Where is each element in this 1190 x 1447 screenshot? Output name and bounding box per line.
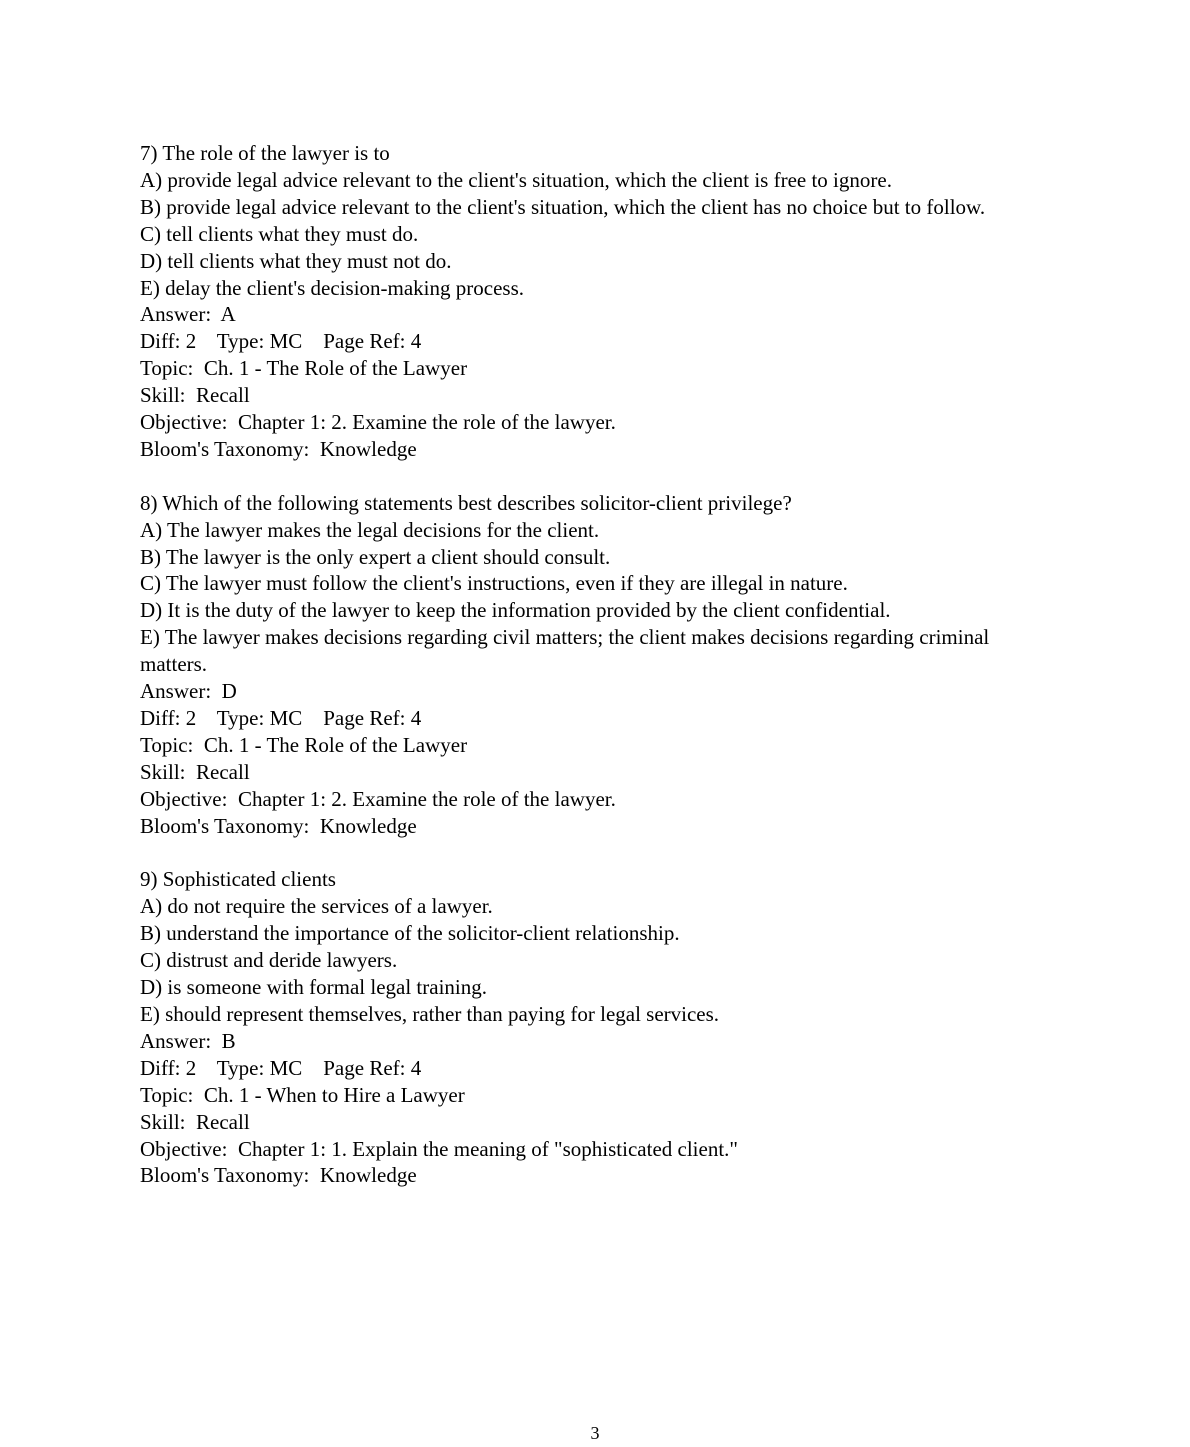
answer-option: D) It is the duty of the lawyer to keep the information provided by the client confidential.	[140, 598, 891, 623]
answer-option: E) The lawyer makes decisions regarding civil matters; the client makes decisions regarding criminal matters.	[140, 625, 995, 677]
question-bloom: Bloom's Taxonomy: Knowledge	[140, 1163, 417, 1188]
answer-key: Answer: B	[140, 1028, 236, 1053]
question-stem: 9) Sophisticated clients	[140, 867, 336, 892]
question-block	[140, 490, 1020, 840]
question-block	[140, 140, 1020, 463]
question-stem: 7) The role of the lawyer is to	[140, 141, 390, 165]
question-meta: Diff: 2 Type: MC Page Ref: 4	[140, 1055, 422, 1080]
answer-key: Answer: D	[140, 679, 237, 704]
question-stem: 8) Which of the following statements best describes solicitor-client privilege?	[140, 490, 792, 515]
question-topic: Topic: Ch. 1 - The Role of the Lawyer	[140, 732, 468, 757]
answer-option: A) provide legal advice relevant to the client's situation, which the client is free to ignore.	[140, 167, 892, 192]
question-bloom: Bloom's Taxonomy: Knowledge	[140, 813, 417, 838]
question-objective: Objective: Chapter 1: 2. Examine the role of the lawyer.	[140, 410, 616, 435]
question-objective: Objective: Chapter 1: 2. Examine the role of the lawyer.	[140, 786, 616, 811]
question-list	[140, 140, 1020, 1216]
answer-option: E) should represent themselves, rather than paying for legal services.	[140, 1001, 720, 1026]
question-skill: Skill: Recall	[140, 383, 250, 408]
question-bloom: Bloom's Taxonomy: Knowledge	[140, 436, 417, 461]
question-objective: Objective: Chapter 1: 1. Explain the meaning of "sophisticated client."	[140, 1136, 738, 1161]
question-topic: Topic: Ch. 1 - When to Hire a Lawyer	[140, 1082, 465, 1107]
answer-option: B) The lawyer is the only expert a client should consult.	[140, 544, 611, 569]
answer-key: Answer: A	[140, 302, 236, 327]
answer-option: D) tell clients what they must not do.	[140, 248, 452, 273]
answer-option: C) The lawyer must follow the client's instructions, even if they are illegal in nature.	[140, 571, 848, 596]
page-number: 3	[590, 1423, 600, 1443]
question-meta: Diff: 2 Type: MC Page Ref: 4	[140, 329, 422, 354]
answer-option: C) distrust and deride lawyers.	[140, 948, 398, 973]
question-skill: Skill: Recall	[140, 1109, 250, 1134]
answer-option: B) understand the importance of the solicitor-client relationship.	[140, 921, 680, 946]
answer-option: B) provide legal advice relevant to the client's situation, which the client has no choice but to follow.	[140, 194, 986, 219]
question-skill: Skill: Recall	[140, 759, 250, 784]
question-meta: Diff: 2 Type: MC Page Ref: 4	[140, 706, 422, 731]
answer-option: C) tell clients what they must do.	[140, 221, 419, 246]
question-block	[140, 866, 1020, 1189]
answer-option: A) The lawyer makes the legal decisions for the client.	[140, 517, 600, 542]
answer-option: A) do not require the services of a lawyer.	[140, 894, 493, 919]
question-topic: Topic: Ch. 1 - The Role of the Lawyer	[140, 356, 468, 381]
answer-option: E) delay the client's decision-making process.	[140, 275, 524, 300]
answer-option: D) is someone with formal legal training.	[140, 975, 488, 1000]
